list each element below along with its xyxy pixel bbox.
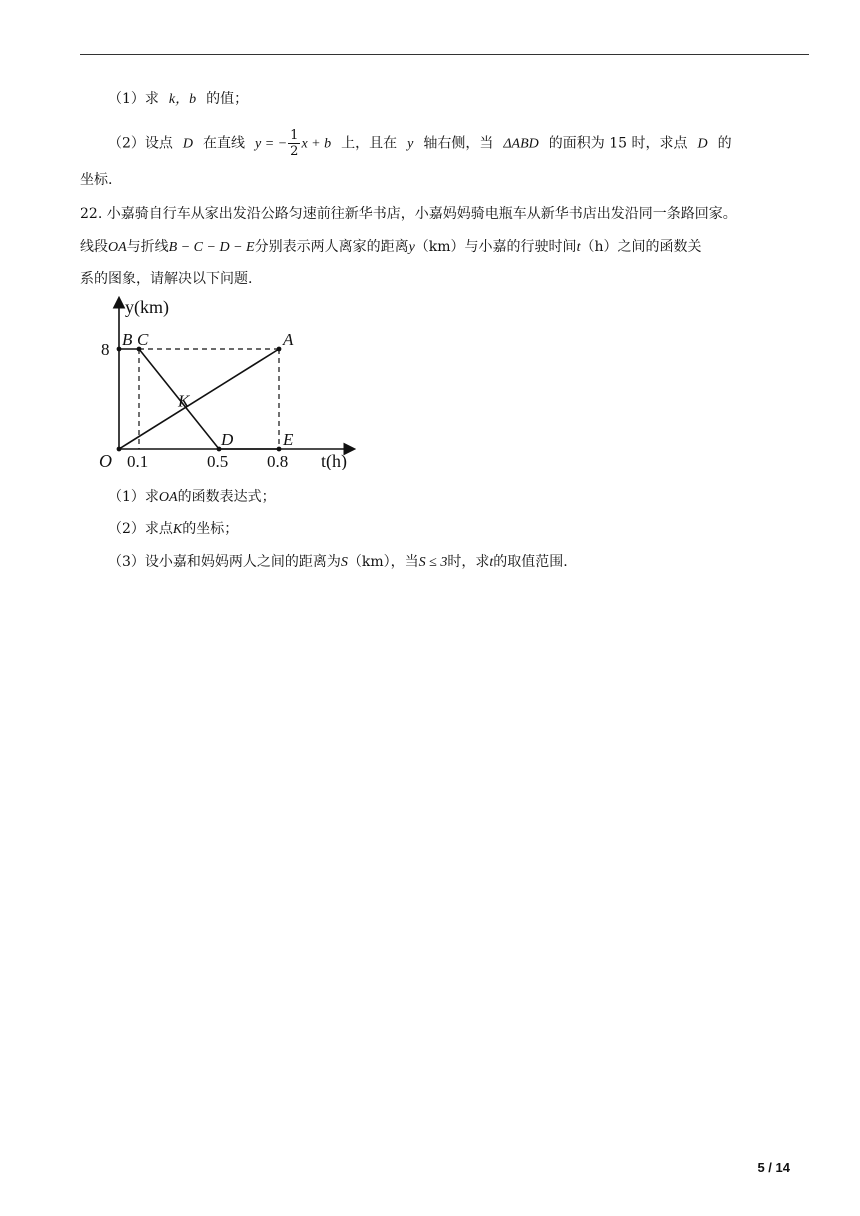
q22-line2: 线段OA与折线B − C − D − E分别表示两人离家的距离y（km）与小嘉的行驶时间t（h）之间的函数关 [80, 239, 702, 255]
q22-sub2: （2）求点K的坐标； [108, 521, 239, 537]
point-O [117, 447, 122, 452]
q21-part2: （2）设点 D 在直线 y = − $\frac{1}{2}$ x + b 上，且在 y 轴右侧，当 ΔABD 的面积为 15 时，求点 D 的 [108, 128, 732, 159]
point-B [117, 347, 122, 352]
q21-part1: （1）求 k，b 的值； [108, 91, 249, 107]
y-tick-8: 8 [101, 340, 110, 359]
label-K: K [178, 391, 190, 411]
x-tick-0.8: 0.8 [267, 452, 289, 470]
q22-sub1: （1）求OA的函数表达式； [108, 489, 276, 505]
label-D: D [221, 430, 234, 449]
q22-sub3: （3）设小嘉和妈妈两人之间的距离为S（km），当S ≤ 3时，求t的取值范围. [108, 554, 568, 570]
x-tick-0.5: 0.5 [207, 452, 229, 470]
q21-part2-continued: 坐标. [80, 172, 113, 188]
segment-OA [119, 349, 279, 449]
x-axis-label: t(h) [321, 451, 347, 470]
fraction-one-half: $\frac{1}{2}$ [290, 128, 299, 159]
origin-label: O [99, 451, 112, 470]
header-rule [80, 54, 809, 55]
label-A: A [283, 330, 294, 349]
distance-time-graph [95, 295, 365, 470]
x-tick-0.1: 0.1 [127, 452, 149, 470]
point-A [277, 347, 282, 352]
page-number: 5 / 14 [757, 1160, 790, 1175]
label-B: B [122, 330, 133, 349]
y-axis-label: y(km) [125, 297, 169, 317]
q22-line3: 系的图象，请解决以下问题. [80, 271, 253, 287]
label-C: C [137, 330, 149, 349]
q22-line1: 22. 小嘉骑自行车从家出发沿公路匀速前往新华书店，小嘉妈妈骑电瓶车从新华书店出发沿同一条路回家。 [80, 206, 737, 222]
point-E [277, 447, 282, 452]
label-E: E [283, 430, 294, 449]
